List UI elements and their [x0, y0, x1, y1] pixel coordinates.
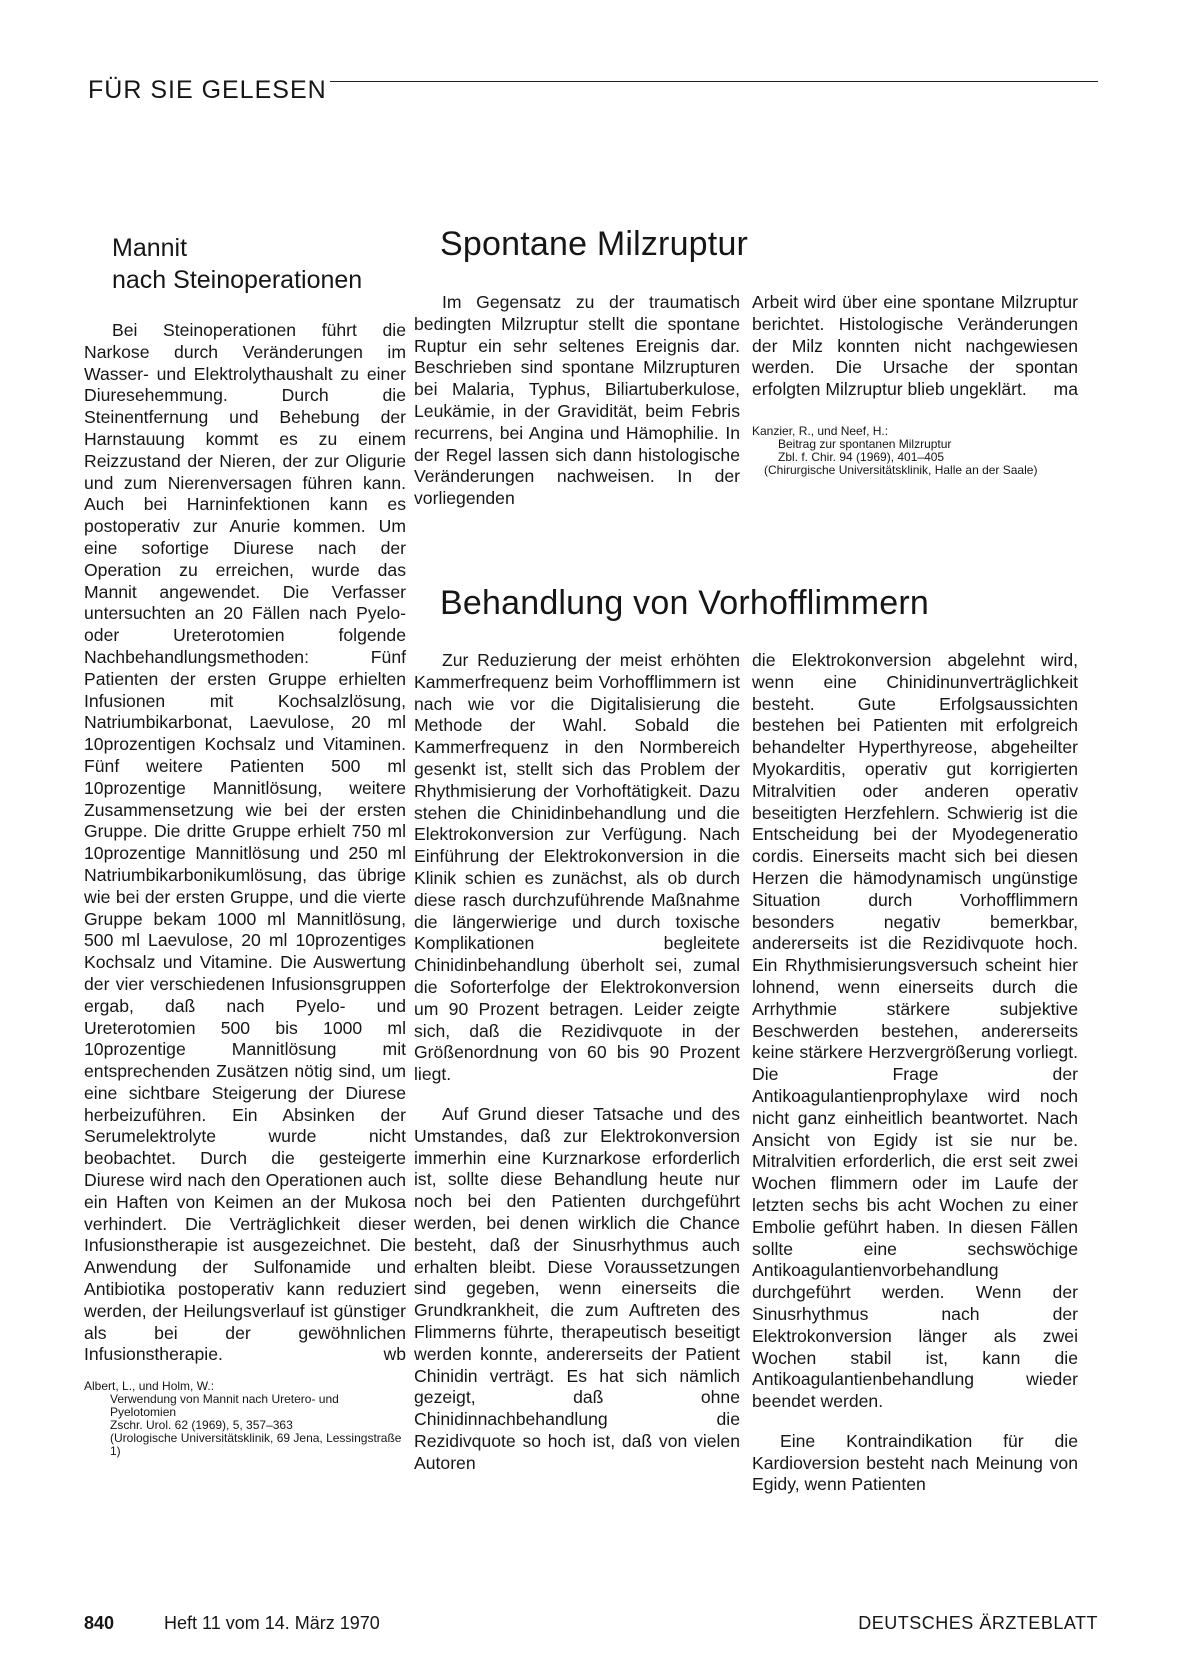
article-vorhofflimmern-title: Behandlung von Vorhofflimmern: [440, 584, 930, 622]
section-label: FÜR SIE GELESEN: [88, 76, 327, 104]
article-mannit-reference: [84, 1380, 406, 1458]
article-milzruptur-reference: [752, 425, 1078, 477]
article-milzruptur-col1-text: Im Gegensatz zu der traumatisch bedingten Milzruptur stellt die spontane Ruptur ein sehr seltenes Ereignis dar. Beschrieben sind spontane Milzrupturen bei Malaria, Typhus, Biliartuberkulose, Leukämie, in der Gravidität, beim Febris recurrens, bei Angina und Hämophilie. In der Regel lassen sich dann histologische Veränderungen nachweisen. In der vorliegenden: [414, 292, 740, 509]
article-milzruptur-title: Spontane Milzruptur: [440, 225, 749, 263]
ref-institution: (Chirurgische Universitätsklinik, Halle an der Saale): [764, 462, 1038, 477]
article-vorhofflimmern-col2: [752, 650, 1078, 1496]
ref-journal: Zbl. f. Chir. 94 (1969), 401–405: [778, 449, 945, 464]
ref-title: Verwendung von Mannit nach Uretero- und Pyelotomien: [110, 1392, 339, 1420]
ref-authors: Kanzier, R., und Neef, H.:: [752, 423, 889, 438]
article-vorhofflimmern-col1-p1: Zur Reduzierung der meist erhöhten Kammerfrequenz beim Vorhofflimmern ist nach wie vor die Digitalisierung die Methode der Wahl. Sobald die Kammerfrequenz in den Normbereich gesenkt ist, stellt sich das Problem der Rhythmisierung der Vorhoftätigkeit. Dazu stehen die Chinidinbehandlung und die Elektrokonversion zur Verfügung. Nach Einführung der Elektrokonversion in die Klinik schien es zunächst, als ob durch diese rasch durchzuführende Maßnahme die längerwierige und durch toxische Komplikationen begleitete Chinidinbehandlung überholt sei, zumal die Soforterfolge der Elektrokonversion um 90 Prozent betragen. Leider zeigte sich, daß die Rezidivquote in der Größenordnung von 60 bis 90 Prozent liegt.: [414, 650, 740, 1085]
article-milzruptur-col2-text: Arbeit wird über eine spontane Milzruptur berichtet. Histologische Veränderungen der Milz konnten nicht nachgewiesen werden. Die Ursache der spontan erfolgten Milzruptur blieb ungeklärt. ma: [752, 292, 1078, 400]
article-mannit-title-line2: nach Steinoperationen: [112, 266, 363, 294]
article-vorhofflimmern-col2-p1: die Elektrokonversion abgelehnt wird, wenn eine Chinidinunverträglichkeit besteht. Gute Erfolgsaussichten bestehen bei Patienten mit erfolgreich behandelter Hyperthyreose, abgeheilter Myokarditis, operativ gut korrigierten Mitralvitien oder anderen operativ beseitigten Herzfehlern. Schwierig ist die Entscheidung bei der Myodegeneratio cordis. Einerseits macht sich bei diesen Herzen die hämodynamisch ungünstige Situation durch Vorhofflimmern besonders negativ bemerkbar, andererseits ist die Rezidivquote hoch. Ein Rhythmisierungsversuch scheint hier lohnend, wenn einerseits durch die Arrhythmie stärkere subjektive Beschwerden bestehen, andererseits keine stärkere Herzvergrößerung vorliegt. Die Frage der Antikoagulantienprophylaxe wird noch nicht ganz einheitlich beantwortet. Nach Ansicht von Egidy ist sie nur be. Mitralvitien erforderlich, die erst seit zwei Wochen flimmern oder im Laufe der letzten sechs bis acht Wochen zu einer Embolie geführt haben. In diesen Fällen sollte eine sechswöchige Antikoagulantienvorbehandlung durchgeführt werden. Wenn der Sinusrhythmus nach der Elektrokonversion länger als zwei Wochen stabil ist, kann die Antikoagulantienbehandlung wieder beendet werden.: [752, 650, 1078, 1412]
issue-info: Heft 11 vom 14. März 1970: [164, 1613, 380, 1633]
article-milzruptur-signoff: ma: [1053, 379, 1078, 400]
article-mannit: [84, 232, 406, 1458]
article-milzruptur-col1: [414, 292, 740, 510]
journal-name: DEUTSCHES ÄRZTEBLATT: [858, 1613, 1098, 1633]
ref-authors: Albert, L., und Holm, W.:: [84, 1379, 215, 1394]
header-rule: [330, 81, 1098, 82]
article-milzruptur-col2: [752, 292, 1078, 477]
article-vorhofflimmern-col2-p2: Eine Kontraindikation für die Kardioversion besteht nach Meinung von Egidy, wenn Patienten: [752, 1430, 1078, 1495]
ref-journal: Zschr. Urol. 62 (1969), 5, 357–363: [110, 1418, 293, 1433]
ref-title: Beitrag zur spontanen Milzruptur: [778, 436, 952, 451]
ref-institution: (Urologische Universitätsklinik, 69 Jena, Lessingstraße 1): [110, 1431, 402, 1459]
article-vorhofflimmern-col1: [414, 650, 740, 1474]
article-vorhofflimmern-col1-p2: Auf Grund dieser Tatsache und des Umstandes, daß zur Elektrokonversion immerhin eine Kurznarkose erforderlich ist, sollte diese Behandlung heute nur noch bei den Patienten durchgeführt werden, bei denen wirklich die Chance besteht, daß der Sinusrhythmus auch erhalten bleibt. Diese Voraussetzungen sind gegeben, wenn einerseits die Grundkrankheit, die zum Auftreten des Flimmerns führte, therapeutisch beseitigt werden konnte, andererseits der Patient Chinidin verträgt. Es hat sich nämlich gezeigt, daß ohne Chinidinnachbehandlung die Rezidivquote so hoch ist, daß von vielen Autoren: [414, 1103, 740, 1473]
article-mannit-title-line1: Mannit: [112, 234, 188, 262]
page-number: 840: [84, 1613, 115, 1633]
article-mannit-title: [112, 232, 406, 296]
article-mannit-body: Bei Steinoperationen führt die Narkose durch Veränderungen im Wasser- und Elektrolythaushalt zu einer Diuresehemmung. Durch die Steinentfernung und Behebung der Harnstauung kommt es zu einem Reizzustand der Nieren, der zur Oligurie und zum Nierenversagen führen kann. Auch bei Harninfektionen kann es postoperativ zur Anurie kommen. Um eine sofortige Diurese nach der Operation zu erreichen, wurde das Mannit angewendet. Die Verfasser untersuchten an 20 Fällen nach Pyelo- oder Ureterotomien folgende Nachbehandlungsmethoden: Fünf Patienten der ersten Gruppe erhielten Infusionen mit Kochsalzlösung, Natriumbikarbonat, Laevulose, 20 ml 10prozentigen Kochsalz und Vitaminen. Fünf weitere Patienten 500 ml 10prozentige Mannitlösung, weitere Zusammensetzung wie bei der ersten Gruppe. Die dritte Gruppe erhielt 750 ml 10prozentige Mannitlösung und 250 ml Natriumbikarbonikumlösung, das übrige wie bei der ersten Gruppe, und die vierte Gruppe bekam 1000 ml Mannitlösung, 500 ml Laevulose, 20 ml 10prozentiges Kochsalz und Vitamine. Die Auswertung der vier verschiedenen Infusionsgruppen ergab, daß nach Pyelo- und Ureterotomien 500 bis 1000 ml 10prozentige Mannitlösung mit entsprechenden Zusätzen nötig sind, um eine sichtbare Steigerung der Diurese herbeizuführen. Ein Absinken der Serumelektrolyte wurde nicht beobachtet. Durch die gesteigerte Diurese wird nach den Operationen auch ein Haften von Keimen an der Mukosa verhindert. Die Verträglichkeit dieser Infusionstherapie ist ausgezeichnet. Die Anwendung der Sulfonamide und Antibiotika postoperativ kann reduziert werden, der Heilungsverlauf ist günstiger als bei der gewöhnlichen Infusionstherapie. wb: [84, 320, 406, 1365]
article-mannit-signoff: wb: [383, 1344, 406, 1365]
